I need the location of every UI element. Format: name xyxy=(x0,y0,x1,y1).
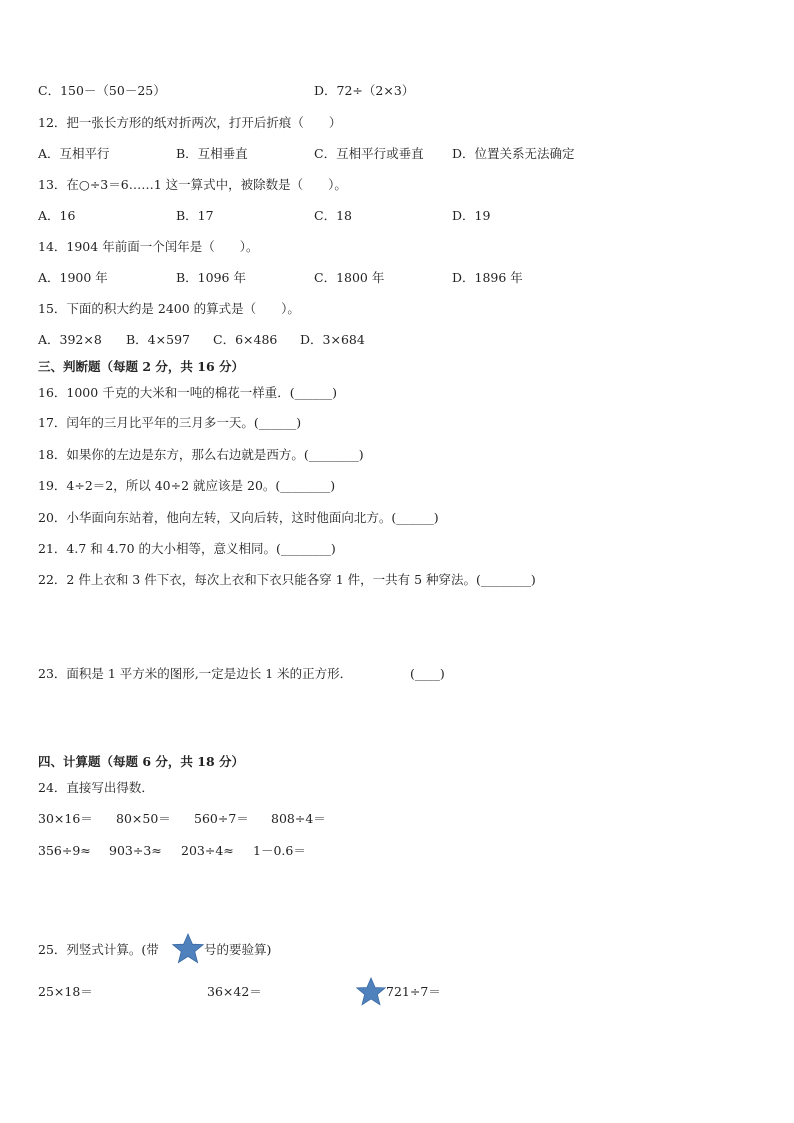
q15-stem: 15．下面的积大约是 2400 的算式是（ ）。 xyxy=(38,301,300,316)
judge-item-18: 18．如果你的左边是东方，那么右边就是西方。(________) xyxy=(38,447,364,462)
star-shape xyxy=(357,978,386,1005)
q24-expr-3: 560÷7＝ xyxy=(194,811,249,826)
q14-option-d: D．1896 年 xyxy=(452,270,523,285)
q12-option-a: A．互相平行 xyxy=(38,146,110,161)
q12-option-b: B．互相垂直 xyxy=(176,146,248,161)
q24-expr-7: 203÷4≈ xyxy=(181,843,234,858)
q25-stem-start: 25．列竖式计算。(带 xyxy=(38,942,159,957)
q24-expr-1: 30×16＝ xyxy=(38,811,93,826)
q15-option-a: A．392×8 xyxy=(38,332,102,347)
q25-item-3: 721÷7＝ xyxy=(386,984,441,999)
judge-item-22: 22．2 件上衣和 3 件下衣，每次上衣和下衣只能各穿 1 件，一共有 5 种穿法。(________) xyxy=(38,572,536,587)
q25-stem-end: 号的要验算) xyxy=(204,942,272,957)
q24-stem: 24．直接写出得数． xyxy=(38,780,154,795)
q15-option-b: B．4×597 xyxy=(126,332,190,347)
q13-option-b: B．17 xyxy=(176,208,214,223)
q14-stem: 14．1904 年前面一个闰年是（ ）。 xyxy=(38,239,259,254)
judge-item-16: 16．1000 千克的大米和一吨的棉花一样重．(______) xyxy=(38,385,337,400)
q11-option-c: C．150－（50－25） xyxy=(38,83,166,98)
q12-stem: 12．把一张长方形的纸对折两次，打开后折痕（ ） xyxy=(38,115,342,130)
q13-stem: 13．在○÷3＝6……1 这一算式中，被除数是（ ）。 xyxy=(38,177,347,192)
star-icon xyxy=(356,977,386,1010)
q15-option-d: D．3×684 xyxy=(300,332,365,347)
q12-option-d: D．位置关系无法确定 xyxy=(452,146,575,161)
star-shape xyxy=(173,934,203,963)
q24-expr-8: 1－0.6＝ xyxy=(253,843,306,858)
q13-option-a: A．16 xyxy=(38,208,76,223)
q25-item-1: 25×18＝ xyxy=(38,984,93,999)
q24-expr-5: 356÷9≈ xyxy=(38,843,91,858)
q24-expr-2: 80×50＝ xyxy=(116,811,171,826)
q12-option-c: C．互相平行或垂直 xyxy=(314,146,424,161)
q24-expr-4: 808÷4＝ xyxy=(271,811,326,826)
judge-item-20: 20．小华面向东站着，他向左转，又向后转，这时他面向北方。(______) xyxy=(38,510,439,525)
judge-item-19: 19．4÷2＝2，所以 40÷2 就应该是 20。(________) xyxy=(38,478,336,493)
judge-item-23-blank: (____) xyxy=(410,666,445,681)
q25-item-2: 36×42＝ xyxy=(207,984,262,999)
q14-option-b: B．1096 年 xyxy=(176,270,246,285)
q11-option-d: D．72÷（2×3） xyxy=(314,83,415,98)
section-4-title: 四、计算题（每题 6 分，共 18 分） xyxy=(38,754,245,769)
judge-item-21: 21．4.7 和 4.70 的大小相等，意义相同。(________) xyxy=(38,541,336,556)
q24-expr-6: 903÷3≈ xyxy=(109,843,162,858)
q14-option-c: C．1800 年 xyxy=(314,270,385,285)
q14-option-a: A．1900 年 xyxy=(38,270,108,285)
section-3-title: 三、判断题（每题 2 分，共 16 分） xyxy=(38,359,245,374)
star-icon xyxy=(172,933,204,968)
judge-item-23: 23．面积是 1 平方米的图形,一定是边长 1 米的正方形． xyxy=(38,666,353,681)
q13-option-c: C．18 xyxy=(314,208,352,223)
q13-option-d: D．19 xyxy=(452,208,491,223)
q15-option-c: C．6×486 xyxy=(213,332,278,347)
judge-item-17: 17．闰年的三月比平年的三月多一天。(______) xyxy=(38,415,302,430)
